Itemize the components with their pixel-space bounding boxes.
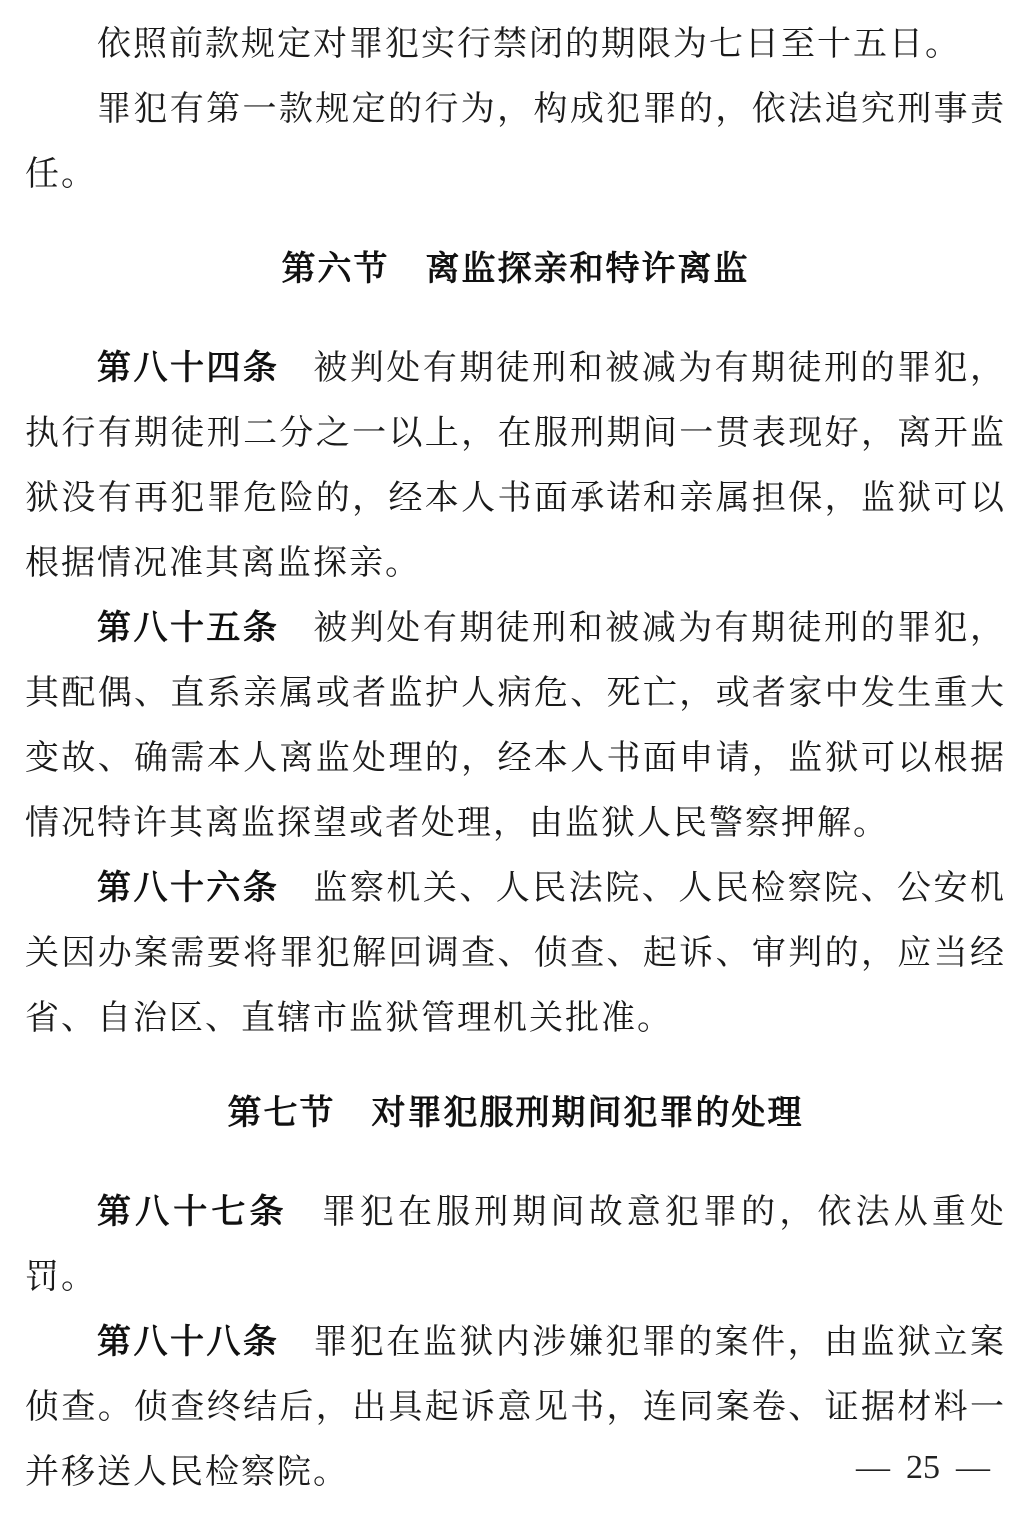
article-number: 第八十六条 [97,870,280,907]
page-footer [856,1446,990,1490]
document-content [25,12,1006,1505]
paragraph: 依照前款规定对罪犯实行禁闭的期限为七日至十五日。 [97,26,961,63]
article-text: 监察机关、人民法院、人民检察院、公安机关因办案需要将罪犯解回调查、侦查、起诉、审判的，应当经省、自治区、直辖市监狱管理机关批准。 [25,870,1007,1037]
page-number: 25 [906,1449,940,1486]
article-paragraph [25,1180,1006,1310]
article-text: 被判处有期徒刑和被减为有期徒刑的罪犯，其配偶、直系亲属或者监护人病危、死亡，或者家中发生重大变故、确需本人离监处理的，经本人书面申请，监狱可以根据情况特许其离监探望或者处理，由监狱人民警察押解。 [25,610,1007,842]
article-text: 被判处有期徒刑和被减为有期徒刑的罪犯，执行有期徒刑二分之一以上，在服刑期间一贯表现好，离开监狱没有再犯罪危险的，经本人书面承诺和亲属担保，监狱可以根据情况准其离监探亲。 [25,350,1007,582]
article-paragraph [25,856,1006,1051]
article-number: 第八十五条 [97,610,280,647]
article-number: 第八十八条 [97,1324,280,1361]
article-number: 第八十四条 [97,350,280,387]
paragraph: 罪犯有第一款规定的行为，构成犯罪的，依法追究刑事责任。 [25,91,1006,193]
article-text: 罪犯在服刑期间故意犯罪的，依法从重处罚。 [25,1194,1007,1296]
page-number-dash-right: — [956,1449,990,1486]
section-heading: 第六节 离监探亲和特许离监 [281,251,750,288]
article-number: 第八十七条 [97,1194,288,1231]
article-text: 罪犯在监狱内涉嫌犯罪的案件，由监狱立案侦查。侦查终结后，出具起诉意见书，连同案卷、证据材料一并移送人民检察院。 [25,1324,1007,1491]
section-heading: 第七节 对罪犯服刑期间犯罪的处理 [227,1095,804,1132]
article-paragraph [25,596,1006,856]
page-number-dash-left: — [856,1449,890,1486]
article-paragraph [25,336,1006,596]
